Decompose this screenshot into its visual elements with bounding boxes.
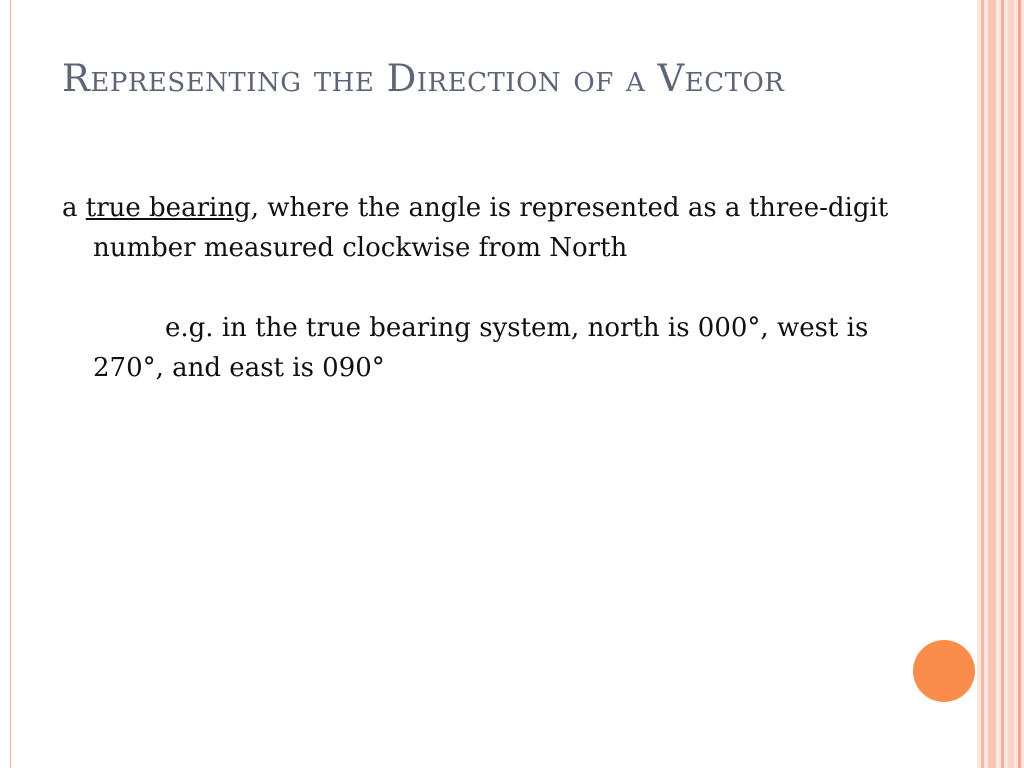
right-stripe xyxy=(981,0,984,768)
slide-body xyxy=(62,188,902,388)
paragraph-definition xyxy=(62,188,902,268)
paragraph-lead: a xyxy=(62,193,86,223)
right-stripe xyxy=(988,0,996,768)
accent-circle xyxy=(913,640,975,702)
right-stripe xyxy=(1008,0,1014,768)
right-stripe xyxy=(1018,0,1021,768)
term-true-bearing: true bearing xyxy=(85,193,251,223)
paragraph-example: e.g. in the true bearing system, north is 000°, west is 270°, and east is 090° xyxy=(93,313,869,383)
left-border-line xyxy=(10,0,11,768)
right-stripe xyxy=(1001,0,1004,768)
slide-title: Representing the Direction of a Vector xyxy=(62,57,785,100)
paragraph-rest: , where the angle is represented as a three-digit number measured clockwise from North xyxy=(93,193,889,263)
